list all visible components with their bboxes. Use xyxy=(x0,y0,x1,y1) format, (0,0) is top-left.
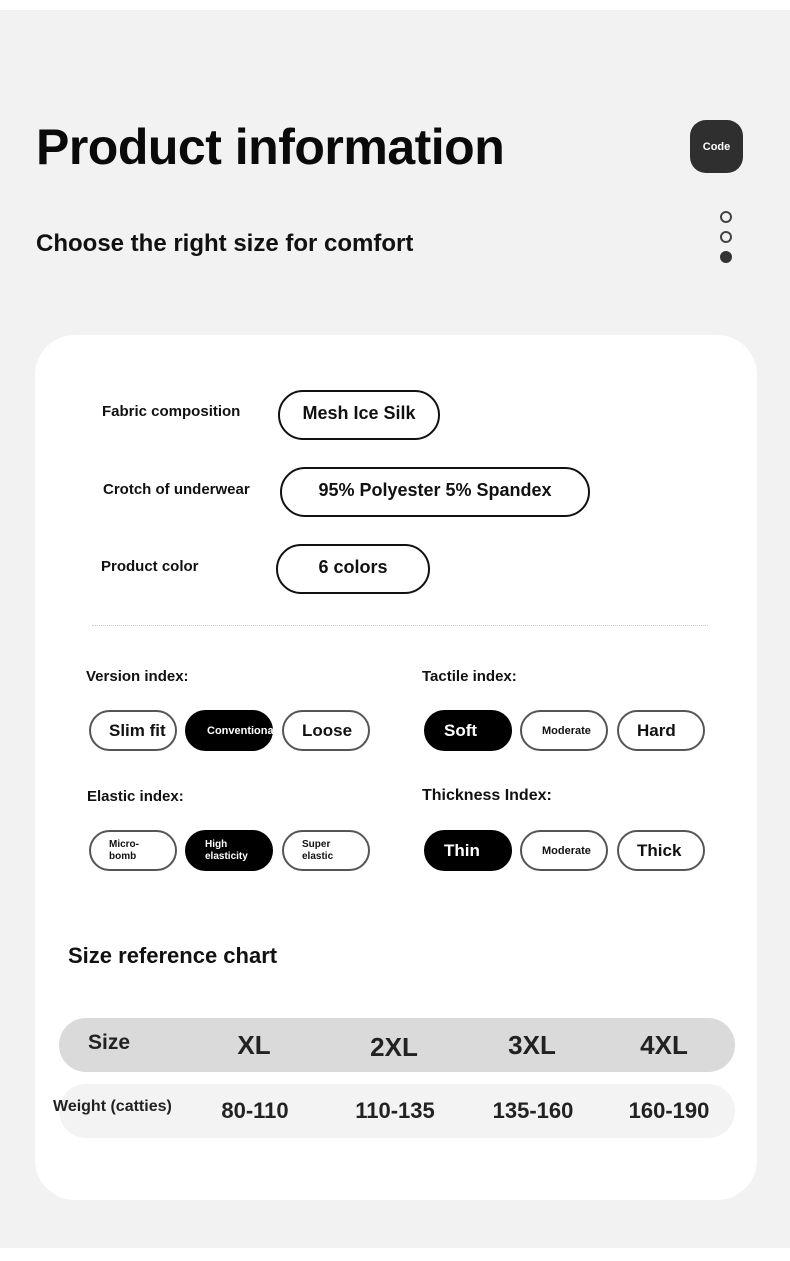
elastic-index-label: Elastic index: xyxy=(87,788,184,805)
version-option-loose: Loose xyxy=(282,710,370,751)
size-2xl: 2XL xyxy=(370,1032,418,1062)
page-title: Product information xyxy=(36,119,505,175)
size-chart-title: Size reference chart xyxy=(68,943,278,968)
thickness-option-thin: Thin xyxy=(424,830,512,871)
weight-2xl: 110-135 xyxy=(355,1098,435,1123)
size-3xl: 3XL xyxy=(508,1030,556,1060)
version-option-conventional: Conventional xyxy=(185,710,273,751)
size-4xl: 4XL xyxy=(640,1030,688,1060)
version-index-label: Version index: xyxy=(86,668,189,685)
fabric-composition-value: Mesh Ice Silk xyxy=(278,390,440,440)
elastic-option-micro-bomb: Micro- bomb xyxy=(89,830,177,871)
pagination-dot xyxy=(720,211,732,223)
weight-row-label: Weight (catties) xyxy=(53,1098,172,1115)
code-badge: Code xyxy=(690,120,743,173)
weight-4xl: 160-190 xyxy=(628,1098,710,1123)
pagination-dot-active xyxy=(720,251,732,263)
divider xyxy=(92,625,708,626)
version-option-slim-fit: Slim fit xyxy=(89,710,177,751)
tactile-index-label: Tactile index: xyxy=(422,668,517,685)
tactile-option-hard: Hard xyxy=(617,710,705,751)
weight-3xl: 135-160 xyxy=(492,1098,574,1123)
product-color-label: Product color xyxy=(101,558,199,575)
weight-xl: 80-110 xyxy=(221,1098,289,1123)
pagination-dot xyxy=(720,231,732,243)
fabric-composition-label: Fabric composition xyxy=(102,403,241,420)
page-subtitle: Choose the right size for comfort xyxy=(36,230,414,257)
crotch-label: Crotch of underwear xyxy=(103,481,250,498)
tactile-option-soft: Soft xyxy=(424,710,512,751)
crotch-value: 95% Polyester 5% Spandex xyxy=(280,467,590,517)
thickness-option-thick: Thick xyxy=(617,830,705,871)
thickness-option-moderate: Moderate xyxy=(520,830,608,871)
tactile-option-moderate: Moderate xyxy=(520,710,608,751)
thickness-index-label: Thickness Index: xyxy=(422,787,552,804)
size-header-label: Size xyxy=(88,1031,131,1054)
elastic-option-high-elasticity: High elasticity xyxy=(185,830,273,871)
product-color-value: 6 colors xyxy=(276,544,430,594)
size-xl: XL xyxy=(237,1030,271,1060)
elastic-option-super-elastic: Super elastic xyxy=(282,830,370,871)
